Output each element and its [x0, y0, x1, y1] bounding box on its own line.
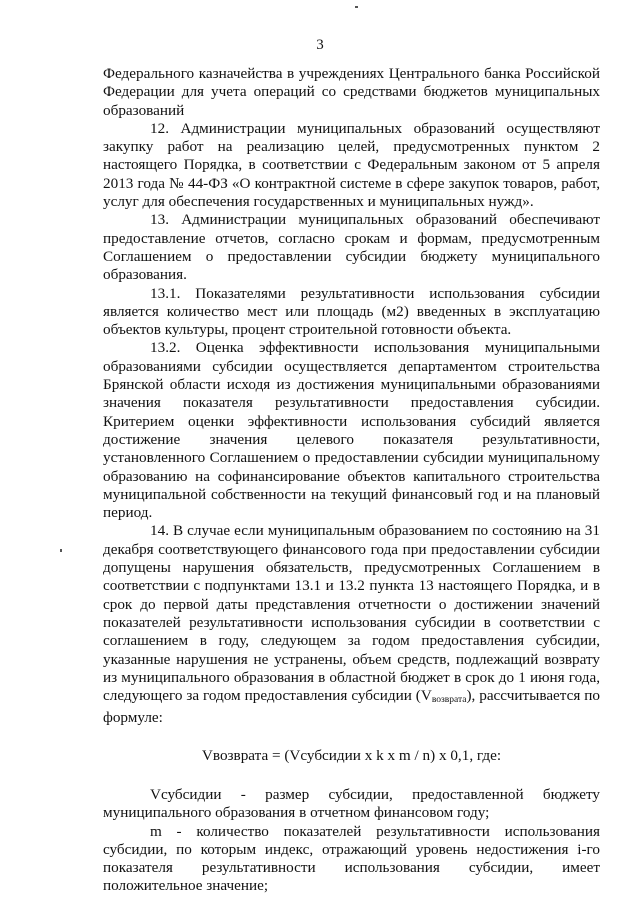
- paragraph-13-1: 13.1. Показателями результативности использования субсидии является количество мест или площадь (м2) введенных в эксплуатацию объектов культуры, процент строительной готовности объекта.: [103, 284, 600, 339]
- paragraph-12: 12. Администрации муниципальных образований осуществляют закупку работ на реализацию целей, предусмотренных пунктом 2 настоящего Порядка, в соответствии с Федеральным законом от 5 апреля 2013 года № 44-ФЗ «О контрактной системе в сфере закупок товаров, работ, услуг для обеспечения государственных и муниципальных нужд».: [103, 119, 600, 211]
- document-body: [103, 65, 600, 896]
- scan-mark-top: [355, 6, 358, 8]
- definition-m: m - количество показателей результативности использования субсидии, по которым индекс, отражающий уровень недостижения i-го показателя результативности использования субсидии, имеет положительное значение;: [103, 822, 600, 895]
- paragraph-13-2: 13.2. Оценка эффективности использования муниципальными образованиями субсидии осуществляется департаментом строительства Брянской области исходя из достижения муниципальными образованиями значения показателя результативности предоставления субсидии. Критерием оценки эффективности использования субсидий является достижение значения целевого показателя результативности, установленного Соглашением о предоставлении субсидии муниципальному образованию на софинансирование объектов капитального строительства муниципальной собственности на текущий финансовый год и на плановый период.: [103, 339, 600, 522]
- paragraph-14-text: 14. В случае если муниципальным образованием по состоянию на 31 декабря соответствующего финансового года при предоставлении субсидии допущены нарушения обязательств, предусмотренных Соглашением в соответствии с подпунктами 13.1 и 13.2 пункта 13 настоящего Порядка, и в срок до первой даты представления отчетности о достижении значений показателей результативности использования субсидии в соответствии с соглашением в году, следующем за годом предоставления субсидии, указанные нарушения не устранены, объем средств, подлежащий возврату из муниципального образования в областной бюджет в срок до 1 июня года, следующего за годом предоставления субсидии (V: [103, 522, 600, 705]
- paragraph-13: 13. Администрации муниципальных образований обеспечивают предоставление отчетов, согласно срокам и формам, предусмотренным Соглашением о предоставлении субсидии бюджету муниципального образования.: [103, 211, 600, 284]
- page-number: 3: [316, 37, 324, 53]
- paragraph-14-subscript: возврата: [431, 695, 467, 706]
- paragraph-continuation: Федерального казначейства в учреждениях Центрального банка Российской Федерации для учета операций со средствами бюджетов муниципальных образований: [103, 65, 600, 119]
- definition-v-subsidy: Vсубсидии - размер субсидии, предоставленной бюджету муниципального образования в отчетном финансовом году;: [103, 785, 600, 822]
- paragraph-14-tail: ), рассчитывается по формуле:: [103, 687, 601, 727]
- paragraph-14: [103, 522, 600, 727]
- formula: Vвозврата = (Vсубсидии x k x m / n) x 0,1, где:: [201, 746, 502, 764]
- scan-mark-left: [60, 549, 62, 552]
